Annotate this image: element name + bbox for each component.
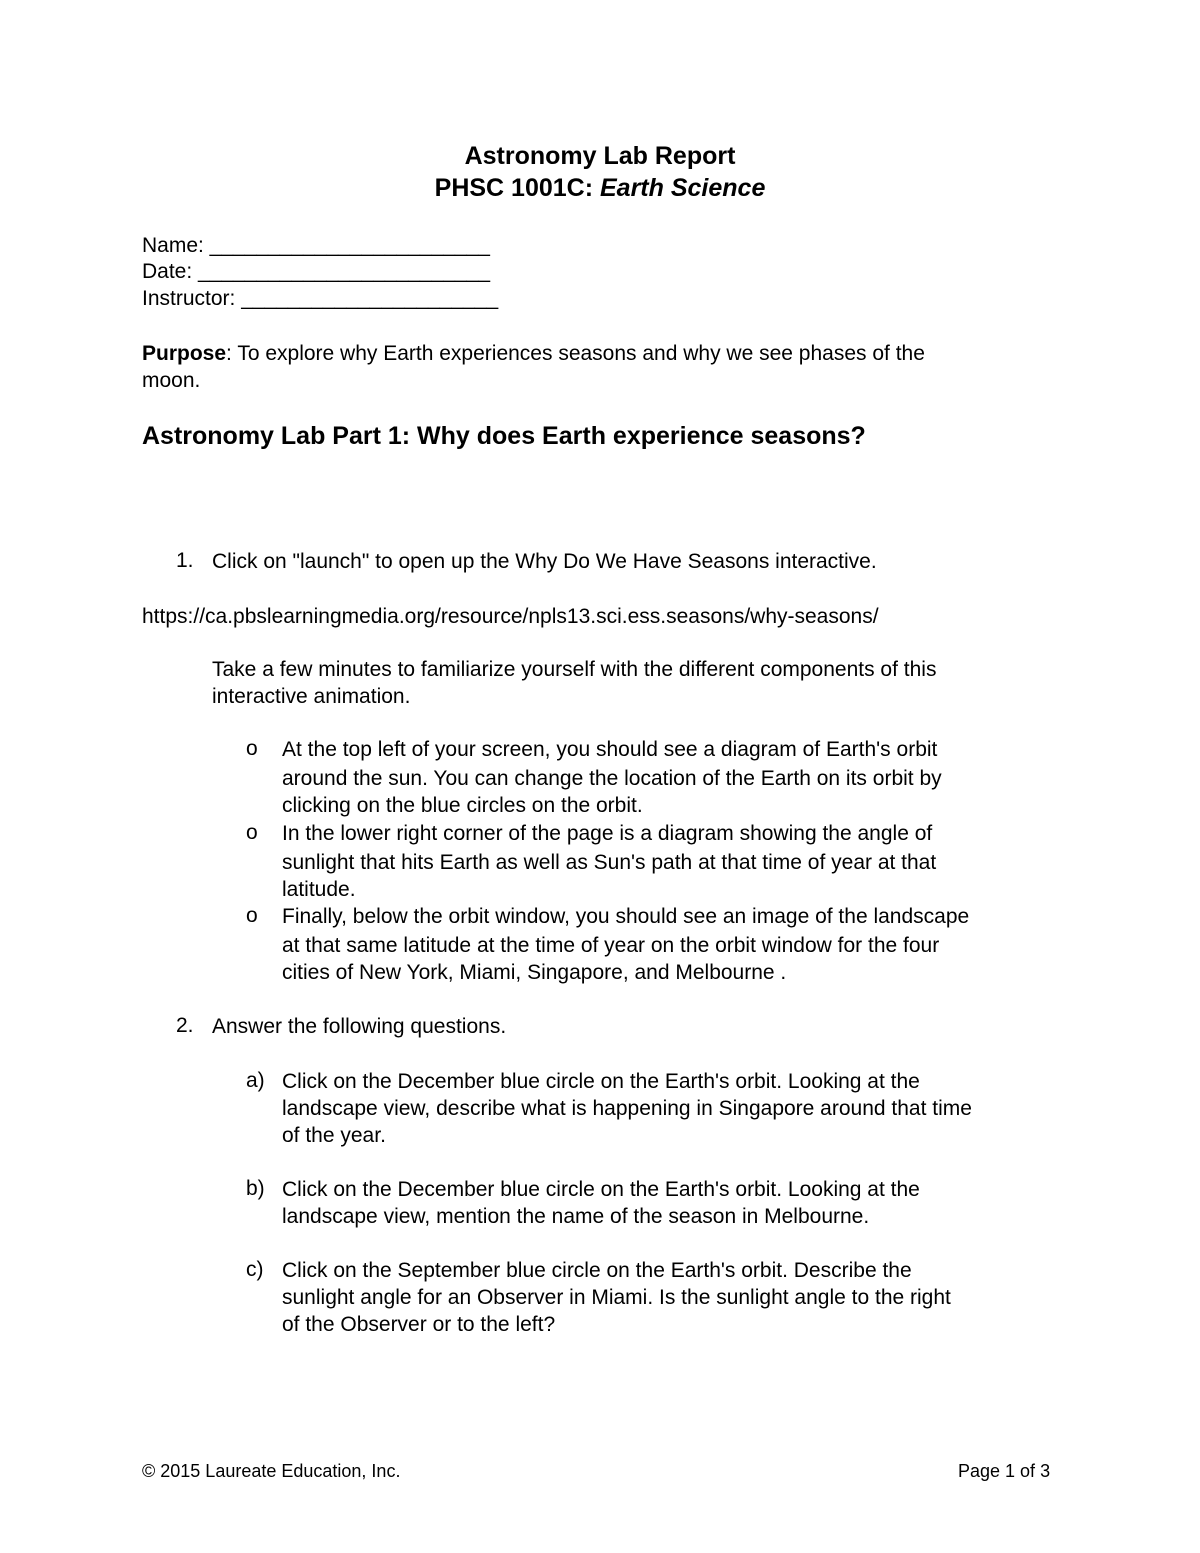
- question-c-line2: sunlight angle for an Observer in Miami. Is the sunlight angle to the right: [282, 1286, 951, 1309]
- bullet-marker: o: [246, 904, 258, 927]
- question-a-line2: landscape view, describe what is happening in Singapore around that time: [282, 1097, 972, 1120]
- question-a-line3: of the year.: [282, 1124, 386, 1147]
- question-c-line1: Click on the September blue circle on the Earth's orbit. Describe the: [282, 1259, 912, 1282]
- bullet-1-line3: clicking on the blue circles on the orbit.: [282, 794, 643, 817]
- question-c-line3: of the Observer or to the left?: [282, 1313, 556, 1336]
- bullet-3-line1: Finally, below the orbit window, you should see an image of the landscape: [282, 905, 970, 928]
- bullet-1-line1: At the top left of your screen, you should see a diagram of Earth's orbit: [282, 738, 938, 761]
- instructor-field: Instructor: ______________________: [142, 287, 499, 310]
- purpose-text: : To explore why Earth experiences seasons and why we see phases of the: [226, 342, 925, 365]
- footer-page-number: Page 1 of 3: [958, 1461, 1051, 1481]
- question-b-line1: Click on the December blue circle on the Earth's orbit. Looking at the: [282, 1178, 920, 1201]
- purpose-line1: [142, 340, 925, 367]
- question-c-marker: c): [246, 1258, 264, 1281]
- course-code: PHSC 1001C:: [434, 174, 600, 202]
- bullet-marker: o: [246, 821, 258, 844]
- question-b-line2: landscape view, mention the name of the season in Melbourne.: [282, 1205, 870, 1228]
- question-a-line1: Click on the December blue circle on the Earth's orbit. Looking at the: [282, 1070, 920, 1093]
- course-title: [0, 174, 1200, 203]
- name-field: Name: ________________________: [142, 234, 490, 257]
- resource-url[interactable]: https://ca.pbslearningmedia.org/resource/npls13.sci.ess.seasons/why-seasons/: [142, 605, 879, 628]
- bullet-2-line1: In the lower right corner of the page is a diagram showing the angle of: [282, 822, 933, 845]
- bullet-marker: o: [246, 737, 258, 760]
- intro-line1: Take a few minutes to familiarize yourself with the different components of this: [212, 658, 937, 681]
- step2-number: 2.: [176, 1014, 194, 1037]
- step1-text: Click on "launch" to open up the Why Do We Have Seasons interactive.: [212, 550, 877, 573]
- bullet-2-line3: latitude.: [282, 878, 356, 901]
- date-field: Date: _________________________: [142, 260, 491, 283]
- course-name: Earth Science: [600, 174, 766, 202]
- purpose-label: Purpose: [142, 342, 227, 365]
- purpose-line2: moon.: [142, 369, 201, 392]
- intro-line2: interactive animation.: [212, 685, 411, 708]
- step2-text: Answer the following questions.: [212, 1015, 507, 1038]
- step1-number: 1.: [176, 549, 194, 572]
- document-title: Astronomy Lab Report: [464, 142, 736, 170]
- footer-copyright: © 2015 Laureate Education, Inc.: [142, 1461, 401, 1481]
- part1-heading: Astronomy Lab Part 1: Why does Earth experience seasons?: [142, 422, 866, 450]
- bullet-2-line2: sunlight that hits Earth as well as Sun's path at that time of year at that: [282, 851, 937, 874]
- question-a-marker: a): [246, 1069, 265, 1092]
- bullet-1-line2: around the sun. You can change the location of the Earth on its orbit by: [282, 767, 942, 790]
- bullet-3-line3: cities of New York, Miami, Singapore, and Melbourne .: [282, 961, 787, 984]
- question-b-marker: b): [246, 1177, 265, 1200]
- bullet-3-line2: at that same latitude at the time of year on the orbit window for the four: [282, 934, 940, 957]
